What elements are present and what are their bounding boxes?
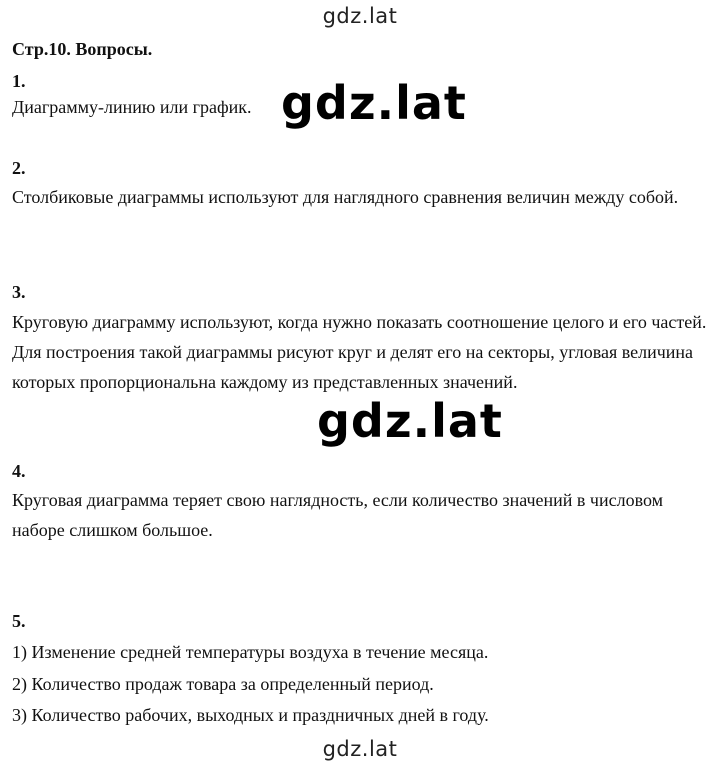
answer-1: Диаграмму-линию или график. <box>12 97 252 117</box>
answer-2: Столбиковые диаграммы используют для наглядного сравнения величин между собой. <box>12 187 679 207</box>
watermark-large-1: gdz.lat <box>281 76 467 130</box>
question-number-2: 2. <box>12 158 26 178</box>
answer-5-item-2: 2) Количество продаж товара за определенный период. <box>12 674 434 694</box>
watermark-bottom: gdz.lat <box>322 737 398 761</box>
question-number-3: 3. <box>12 282 26 302</box>
answer-4: Круговая диаграмма теряет свою наглядность, если количество значений в числовом наборе слишком большое. <box>12 490 663 540</box>
answer-3: Круговую диаграмму используют, когда нужно показать соотношение целого и его частей. Для построения такой диаграммы рисуют круг и делят его на секторы, угловая величина которых пропорциональна каждому из представленных значений. <box>12 312 707 392</box>
watermark-top: gdz.lat <box>322 4 398 28</box>
answer-5-item-3: 3) Количество рабочих, выходных и праздничных дней в году. <box>12 705 489 725</box>
question-number-4: 4. <box>12 461 26 481</box>
answer-5-item-1: 1) Изменение средней температуры воздуха в течение месяца. <box>12 642 489 662</box>
question-number-5: 5. <box>12 611 26 631</box>
page-title: Стр.10. Вопросы. <box>12 39 153 59</box>
watermark-large-2: gdz.lat <box>317 394 503 448</box>
question-number-1: 1. <box>12 71 26 91</box>
